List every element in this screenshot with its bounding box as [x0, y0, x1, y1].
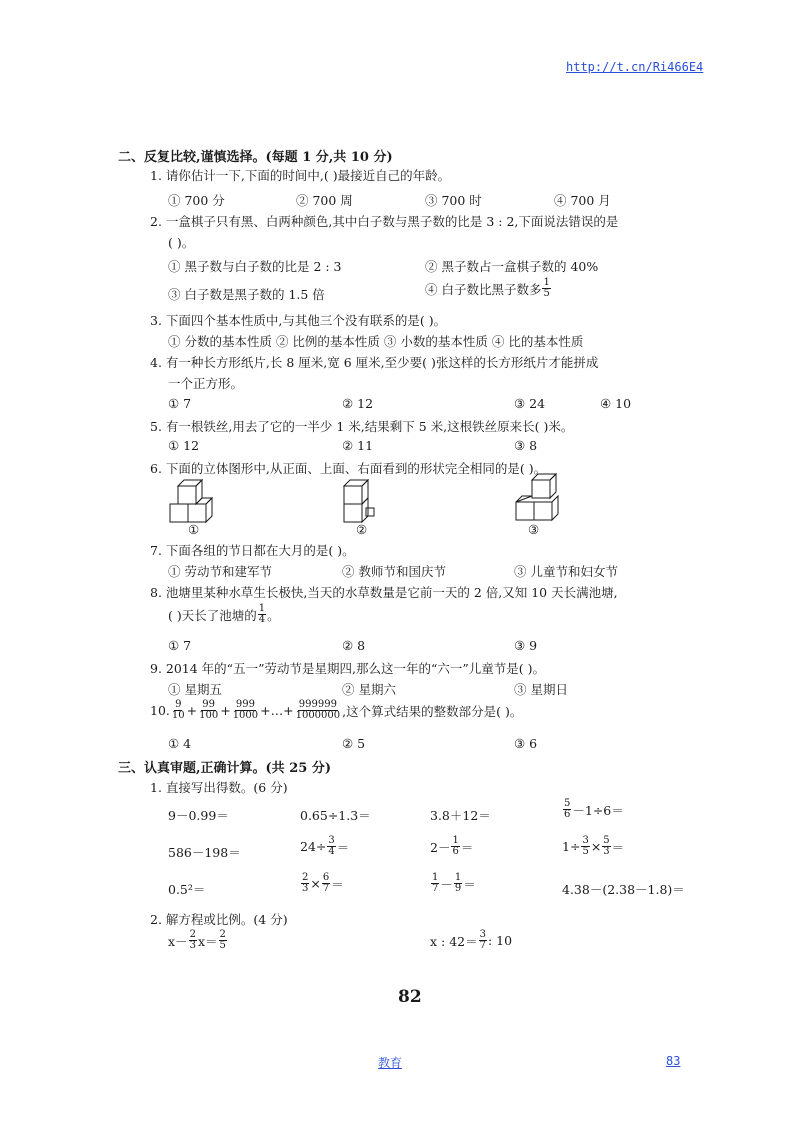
q2-stem: 2. 一盒棋子只有黑、白两种颜色,其中白子数与黑子数的比是 3 : 2,下面说法错误的是 — [150, 214, 619, 229]
q3-stem: 3. 下面四个基本性质中,与其他三个没有联系的是( )。 — [150, 313, 447, 328]
q8-option-2: ② 8 — [342, 638, 366, 653]
calc-r2c4-num-1: 3 — [582, 835, 589, 846]
q10-plus-1: + — [186, 703, 198, 718]
equation-2-den: 7 — [479, 940, 486, 951]
q4-stem: 4. 有一种长方形纸片,长 8 厘米,宽 6 厘米,至少要( )张这样的长方形纸片才能拼成 — [150, 355, 599, 370]
q2-stem-2: ( )。 — [168, 235, 195, 250]
q3-options: ① 分数的基本性质 ② 比例的基本性质 ③ 小数的基本性质 ④ 比的基本性质 — [168, 334, 584, 349]
q5-option-2: ② 11 — [342, 438, 374, 453]
q8-stem-2b: 。 — [267, 607, 280, 623]
calc-r2c4-times: × — [590, 839, 602, 854]
q2-option-4-text: ④ 白子数比黑子数多 — [425, 281, 542, 297]
q10-f4-num: 999999 — [298, 699, 337, 710]
q10-f2 — [198, 700, 219, 721]
section-2-title: 二、反复比较,谨慎选择。(每题 1 分,共 10 分) — [118, 150, 393, 165]
calc-r3c2-times: × — [310, 876, 321, 891]
q7-option-2: ② 教师节和国庆节 — [342, 564, 446, 579]
calc-r2c3-eq: ＝ — [460, 839, 474, 855]
calc-r3c2-den-2: 7 — [322, 883, 330, 894]
part-1-title: 1. 直接写出得数。(6 分) — [150, 780, 288, 795]
q4-stem-2: 一个正方形。 — [168, 376, 244, 391]
q8-stem: 8. 池塘里某种水草生长极快,当天的水草数量是它前一天的 2 倍,又知 10 天长满池塘, — [150, 585, 618, 600]
equation-2 — [430, 930, 512, 951]
q10-option-3: ③ 6 — [514, 736, 538, 751]
calc-r2c4-num-2: 5 — [603, 835, 610, 846]
calc-r3c3-eq: ＝ — [463, 876, 476, 892]
calc-r1c4 — [562, 799, 624, 820]
calc-r3c2-num-1: 2 — [302, 872, 309, 883]
q4-option-4: ④ 10 — [600, 396, 632, 411]
calc-r2c3-text: 2－ — [430, 839, 451, 855]
header-link[interactable]: http://t.cn/Ri466E4 — [566, 60, 704, 74]
q9-option-2: ② 星期六 — [342, 682, 396, 697]
q10-option-1: ① 4 — [168, 736, 192, 751]
calc-r2c2-den: 4 — [328, 846, 335, 857]
q8-fraction-num: 1 — [258, 603, 266, 614]
footer-link-right[interactable]: 83 — [666, 1054, 681, 1068]
calc-r1c4-text: －1÷6＝ — [572, 802, 624, 818]
calc-r3c3 — [430, 873, 476, 894]
calc-r2c1: 586－198＝ — [168, 845, 241, 860]
q2-option-1: ① 黑子数与白子数的比是 2 : 3 — [168, 259, 342, 274]
calc-r3c3-den-2: 9 — [454, 883, 462, 894]
calc-r2c2 — [300, 836, 349, 857]
q1-option-4: ④ 700 月 — [554, 193, 611, 208]
q4-option-1: ① 7 — [168, 396, 192, 411]
calc-r1c1: 9－0.99＝ — [168, 808, 229, 823]
q6-option-1: ① — [188, 522, 200, 537]
q2-fraction — [542, 278, 550, 299]
q2-fraction-num: 1 — [543, 277, 550, 288]
page-number: 82 — [398, 987, 422, 1007]
q10-f3-num: 999 — [235, 699, 255, 710]
equation-1-den-2: 5 — [219, 940, 226, 951]
q8-stem-2a: ( )天长了池塘的 — [168, 607, 257, 623]
q2-option-2: ② 黑子数占一盒棋子数的 40% — [425, 259, 599, 274]
q10-dots: +…+ — [260, 703, 294, 718]
q9-option-1: ① 星期五 — [168, 682, 222, 697]
calc-r3c4: 4.38－(2.38－1.8)＝ — [562, 882, 685, 897]
q6-option-3: ③ — [528, 522, 540, 537]
q5-option-3: ③ 8 — [514, 438, 538, 453]
q6-figure-3 — [512, 472, 572, 526]
calc-r3c3-frac-1 — [431, 873, 439, 894]
q1-option-2: ② 700 周 — [296, 193, 353, 208]
q10-f4-den: 1000000 — [295, 710, 341, 721]
q7-option-1: ① 劳动节和建军节 — [168, 564, 272, 579]
q10-f2-den: 100 — [199, 710, 219, 721]
equation-1-frac-2 — [219, 930, 227, 951]
equation-1-text: x－ — [168, 933, 188, 949]
calc-r2c4-den-2: 3 — [603, 846, 610, 857]
q6-stem: 6. 下面的立体图形中,从正面、上面、右面看到的形状完全相同的是( )。 — [150, 461, 547, 476]
q10-plus-2: + — [220, 703, 231, 718]
q6-figure-1 — [168, 478, 228, 526]
calc-r3c3-den-1: 7 — [432, 883, 439, 894]
calc-r2c4-frac-1 — [581, 836, 589, 857]
calc-r2c3 — [430, 836, 473, 857]
q10-f3 — [232, 700, 259, 721]
calc-r1c3: 3.8＋12＝ — [430, 808, 491, 823]
equation-1-den-1: 3 — [189, 940, 196, 951]
calc-r1c4-den: 6 — [564, 809, 571, 820]
calc-r1c2: 0.65÷1.3＝ — [300, 808, 371, 823]
calc-r2c2-eq: ＝ — [336, 839, 350, 855]
calc-r2c4 — [562, 836, 624, 857]
equation-1-num-2: 2 — [219, 929, 226, 940]
q8-fraction-den: 4 — [258, 614, 266, 625]
q4-option-3: ③ 24 — [514, 396, 546, 411]
calc-r3c2-frac-1 — [301, 873, 309, 894]
q6-option-2: ② — [356, 522, 368, 537]
calc-r3c1: 0.5²＝ — [168, 882, 206, 897]
calc-r3c2-eq: ＝ — [331, 876, 344, 892]
calc-r2c4-frac-2 — [602, 836, 610, 857]
calc-r3c3-frac-2 — [454, 873, 462, 894]
calc-r1c4-num: 5 — [564, 798, 571, 809]
q10-tail: ,这个算式结果的整数部分是( )。 — [342, 703, 523, 719]
q10-f4 — [295, 700, 342, 721]
q10-f2-num: 99 — [202, 699, 216, 710]
q10-f3-den: 1000 — [232, 710, 259, 721]
calc-r3c3-num-1: 1 — [432, 872, 439, 883]
equation-2-num: 3 — [479, 929, 486, 940]
equation-2-frac — [479, 930, 487, 951]
q10-number: 10. — [150, 703, 170, 718]
q7-option-3: ③ 儿童节和妇女节 — [514, 564, 618, 579]
q8-option-1: ① 7 — [168, 638, 192, 653]
section-3-title: 三、认真审题,正确计算。(共 25 分) — [118, 761, 331, 776]
q1-option-1: ① 700 分 — [168, 193, 225, 208]
q10-option-2: ② 5 — [342, 736, 366, 751]
calc-r2c3-frac — [451, 836, 459, 857]
calc-r2c3-den: 6 — [452, 846, 459, 857]
calc-r3c3-num-2: 1 — [454, 872, 462, 883]
calc-r3c2-frac-2 — [322, 873, 330, 894]
q8-option-3: ③ 9 — [514, 638, 538, 653]
calc-r3c3-minus: － — [440, 876, 453, 892]
calc-r2c2-frac — [327, 836, 335, 857]
q4-option-2: ② 12 — [342, 396, 374, 411]
equation-1-num-1: 2 — [189, 929, 196, 940]
q7-stem: 7. 下面各组的节日都在大月的是( )。 — [150, 543, 355, 558]
q8-fraction — [258, 604, 266, 625]
q5-option-1: ① 12 — [168, 438, 200, 453]
equation-2-text: x : 42＝ — [430, 933, 478, 949]
q1-option-3: ③ 700 时 — [425, 193, 482, 208]
q10-f1 — [171, 700, 186, 721]
q8-stem-2 — [168, 604, 280, 625]
q1-stem: 1. 请你估计一下,下面的时间中,( )最接近自己的年龄。 — [150, 168, 451, 183]
calc-r2c4-text: 1÷ — [562, 839, 581, 854]
q9-stem: 9. 2014 年的“五一”劳动节是星期四,那么这一年的“六一”儿童节是( )。 — [150, 661, 545, 676]
q10-f1-num: 9 — [175, 699, 182, 710]
calc-r2c3-num: 1 — [452, 835, 459, 846]
q2-fraction-den: 5 — [543, 288, 550, 299]
q9-option-3: ③ 星期日 — [514, 682, 568, 697]
calc-r3c2-den-1: 3 — [302, 883, 309, 894]
q6-figure-2 — [336, 478, 396, 526]
calc-r2c4-den-1: 5 — [582, 846, 589, 857]
equation-1 — [168, 930, 228, 951]
calc-r1c4-frac — [563, 799, 571, 820]
calc-r2c2-text: 24÷ — [300, 839, 327, 854]
calc-r2c4-eq: ＝ — [611, 839, 625, 855]
equation-1-frac-1 — [189, 930, 197, 951]
q2-option-4 — [425, 278, 552, 299]
equation-1-mid: x＝ — [197, 933, 218, 949]
q5-stem: 5. 有一根铁丝,用去了它的一半少 1 米,结果剩下 5 米,这根铁丝原来长( )米。 — [150, 419, 574, 434]
equation-2-end: : 10 — [488, 933, 513, 948]
calc-r3c2-num-2: 6 — [322, 872, 330, 883]
q10-f1-den: 10 — [171, 710, 185, 721]
q10-stem — [150, 700, 522, 721]
part-2-title: 2. 解方程或比例。(4 分) — [150, 912, 288, 927]
q2-option-3: ③ 白子数是黑子数的 1.5 倍 — [168, 287, 325, 302]
calc-r3c2 — [300, 873, 344, 894]
footer-link-left[interactable]: 教育 — [378, 1056, 403, 1070]
calc-r2c2-num: 3 — [328, 835, 335, 846]
